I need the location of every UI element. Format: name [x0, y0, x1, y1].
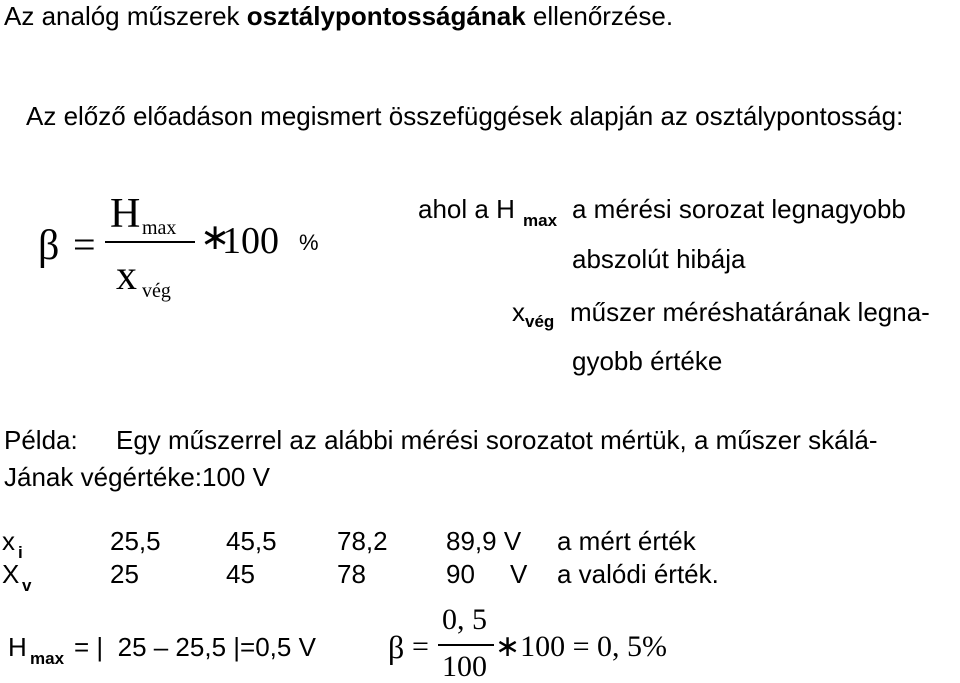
times-sign: ∗: [200, 217, 231, 257]
hmax-definition: a mérési sorozat legnagyobb: [572, 194, 906, 224]
title-prefix: Az analóg műszerek: [4, 1, 247, 31]
table-cell: 25,5: [110, 526, 161, 556]
xveg-sub: vég: [525, 312, 555, 331]
calc-fraction-bar: [438, 644, 494, 646]
table-cell: 45,5: [226, 526, 277, 556]
table-cell: 90: [446, 559, 475, 589]
numerator-sub: max: [142, 217, 177, 239]
table-cell: 25: [110, 559, 139, 589]
calc-numerator: 0, 5: [442, 603, 487, 636]
row-symbol: x: [2, 526, 15, 556]
hmax-sub: max: [523, 211, 558, 230]
denominator-x: x: [116, 253, 137, 299]
table-cell: 45: [226, 559, 255, 589]
hundred: 100: [222, 220, 279, 262]
denominator-sub: vég: [142, 280, 171, 302]
xveg-definition: műszer méréshatárának legna-: [570, 297, 930, 327]
calc-equals: =: [412, 630, 429, 663]
calc-beta: β: [388, 629, 405, 665]
percent-sign: %: [299, 230, 319, 255]
numerator-h: H: [110, 191, 141, 237]
beta-symbol: β: [38, 223, 60, 269]
calc-denominator: 100: [442, 650, 487, 683]
intro-text: Az előző előadáson megismert összefüggések alapján az osztálypontosság:: [26, 101, 904, 131]
table-cell: 78,2: [337, 526, 388, 556]
equals-sign: =: [73, 222, 96, 267]
example-text: Egy műszerrel az alábbi mérési sorozatot mértük, a műszer skálá-: [116, 425, 878, 455]
row-sub: v: [22, 576, 32, 595]
xveg-symbol: x: [512, 297, 525, 327]
calc-expression: = | 25 – 25,5 |=0,5 V: [74, 632, 316, 662]
calc-h-sub: max: [30, 649, 65, 668]
row-sub: i: [18, 543, 23, 562]
page-title: [4, 3, 673, 29]
title-bold: osztálypontosságának: [246, 1, 526, 31]
calc-h: H: [8, 632, 27, 662]
row-description: a valódi érték.: [557, 559, 719, 589]
row-unit: V: [510, 559, 528, 589]
row-symbol: X: [2, 559, 20, 589]
hmax-prefix: ahol a H: [418, 194, 515, 224]
title-suffix: ellenőrzése.: [525, 1, 674, 31]
table-cell: 78: [337, 559, 366, 589]
table-cell: 89,9 V: [446, 526, 522, 556]
xveg-definition-cont: gyobb értéke: [572, 346, 723, 376]
calc-result: ∗100 = 0, 5%: [495, 630, 668, 663]
hmax-definition-cont: abszolút hibája: [572, 244, 746, 274]
example-label: Példa:: [4, 425, 78, 455]
fraction-bar: [105, 241, 195, 243]
row-description: a mért érték: [557, 526, 696, 556]
example-text-cont: Jának végértéke:100 V: [4, 462, 270, 492]
